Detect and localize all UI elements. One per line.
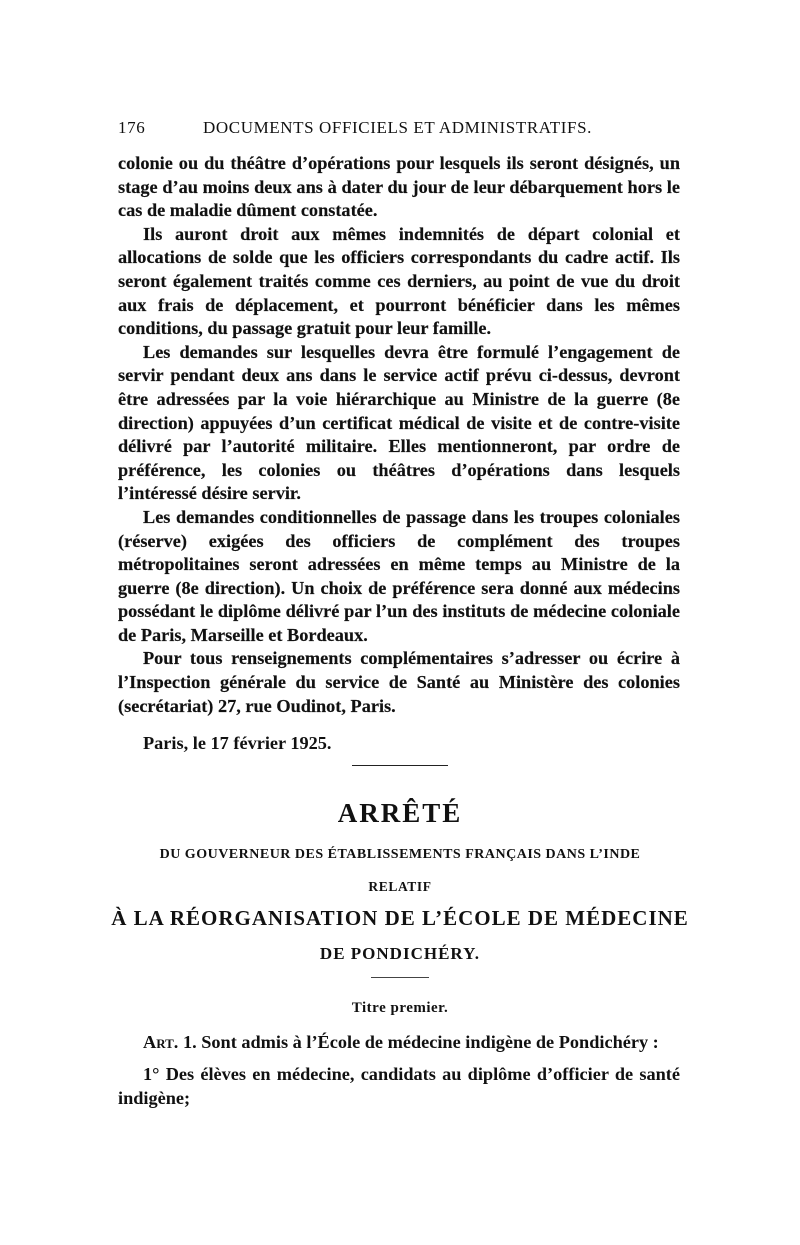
paragraph: colonie ou du théâtre d’opérations pour lesquels ils seront désignés, un stage d’au moins deux ans à dater du jour de leur débarquement hors le cas de maladie dûment constatée. xyxy=(118,153,680,221)
paragraph: Pour tous renseignements complémentaires s’adresser ou écrire à l’Inspection générale du service de Santé au Ministère des colonies (secrétariat) 27, rue Oudinot, Paris. xyxy=(118,648,680,716)
arrete-subtitle-place: DE PONDICHÉRY. xyxy=(319,944,481,963)
arrete-title: ARRÊTÉ xyxy=(337,798,463,828)
page-number: 176 xyxy=(118,118,146,137)
section-divider xyxy=(371,977,429,978)
arrete-subtitle-relatif: RELATIF xyxy=(368,879,432,894)
paragraph: Les demandes sur lesquelles devra être formulé l’engagement de servir pendant deux ans dans le service actif prévu ci-dessus, devront être adressées par la voie hiérarchique au Ministre de la guerre (8e direction) appuyées d’un certificat médical de visite et de contre-visite délivré par l’autorité militaire. Elles mentionneront, par ordre de préférence, les colonies ou théâtres d’opérations dans lesquels l’intéressé désire servir. xyxy=(118,341,680,504)
article-item: 1° Des élèves en médecine, candidats au diplôme d’officier de santé indigène; xyxy=(118,1064,680,1108)
divider-rule xyxy=(352,765,448,766)
date-line: Paris, le 17 février 1925. xyxy=(143,733,332,753)
running-title: DOCUMENTS OFFICIELS ET ADMINISTRATIFS. xyxy=(203,118,592,137)
article-text: Sont admis à l’École de médecine indigène de Pondichéry : xyxy=(201,1032,659,1052)
paragraph: Ils auront droit aux mêmes indemnités de départ colonial et allocations de solde que les officiers correspondants du cadre actif. Ils seront également traités comme ces derniers, au point de vue du droit aux frais de déplacement, et pourront bénéficier dans les mêmes conditions, du passage gratuit pour leur famille. xyxy=(118,223,680,339)
body-text xyxy=(118,152,680,718)
article-label: Art. 1. xyxy=(143,1032,197,1052)
arrete-subtitle-issuer: DU GOUVERNEUR DES ÉTABLISSEMENTS FRANÇAIS DANS L’INDE xyxy=(159,847,641,862)
article-1 xyxy=(118,1030,680,1054)
arrete-subtitle-subject: À LA RÉORGANISATION DE L’ÉCOLE DE MÉDECINE xyxy=(111,906,689,930)
articles xyxy=(118,1030,680,1118)
paragraph: Les demandes conditionnelles de passage dans les troupes coloniales (réserve) exigées des officiers de complément des troupes métropolitaines seront adressées en même temps au Ministre de la guerre (8e direction). Un choix de préférence sera donné aux médecins possédant le diplôme délivré par l’un des instituts de médecine coloniale de Paris, Marseille et Bordeaux. xyxy=(118,506,680,645)
running-header xyxy=(118,118,678,144)
section-title: Titre premier. xyxy=(351,1000,449,1016)
